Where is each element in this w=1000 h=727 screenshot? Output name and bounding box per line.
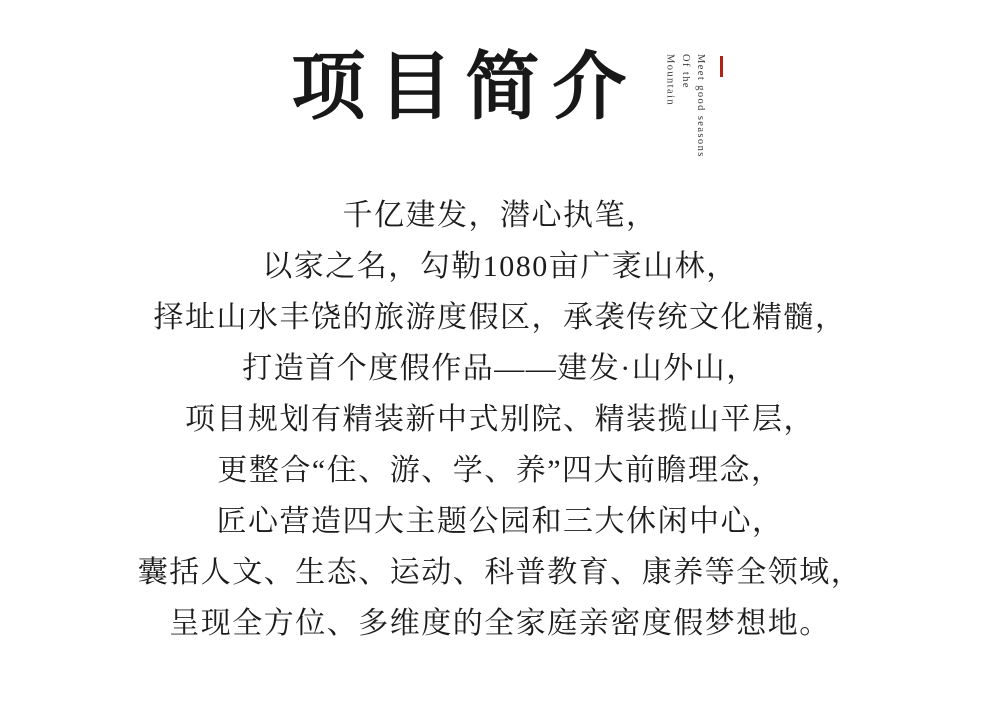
english-line-2: Of the — [679, 54, 691, 89]
body-line: 囊括人文、生态、运动、科普教育、康养等全领域， — [137, 556, 863, 589]
title-inner — [277, 46, 722, 164]
body-paragraph — [0, 190, 1000, 649]
body-line: 择址山水丰饶的旅游度假区，承袭传统文化精髓， — [153, 301, 847, 334]
red-accent-mark — [720, 56, 723, 77]
body-line: 项目规划有精装新中式别院、精装揽山平层， — [185, 403, 815, 436]
title-side-decoration — [657, 54, 722, 164]
page-title: 项目简介 — [291, 47, 640, 129]
body-line: 千亿建发，潜心执笔， — [342, 199, 658, 232]
body-line: 更整合“住、游、学、养”四大前瞻理念， — [217, 454, 783, 487]
body-line: 以家之名，勾勒1080亩广袤山林， — [262, 250, 738, 283]
body-line: 匠心营造四大主题公园和三大休闲中心， — [216, 505, 784, 538]
body-line: 呈现全方位、多维度的全家庭亲密度假梦想地。 — [169, 607, 831, 640]
title-block — [0, 46, 1000, 166]
english-line-3: Mountain — [664, 54, 676, 107]
vertical-english-caption — [662, 54, 708, 158]
body-line: 打造首个度假作品——建发·山外山， — [242, 352, 758, 385]
english-line-1: Meet good seasons — [695, 54, 707, 158]
